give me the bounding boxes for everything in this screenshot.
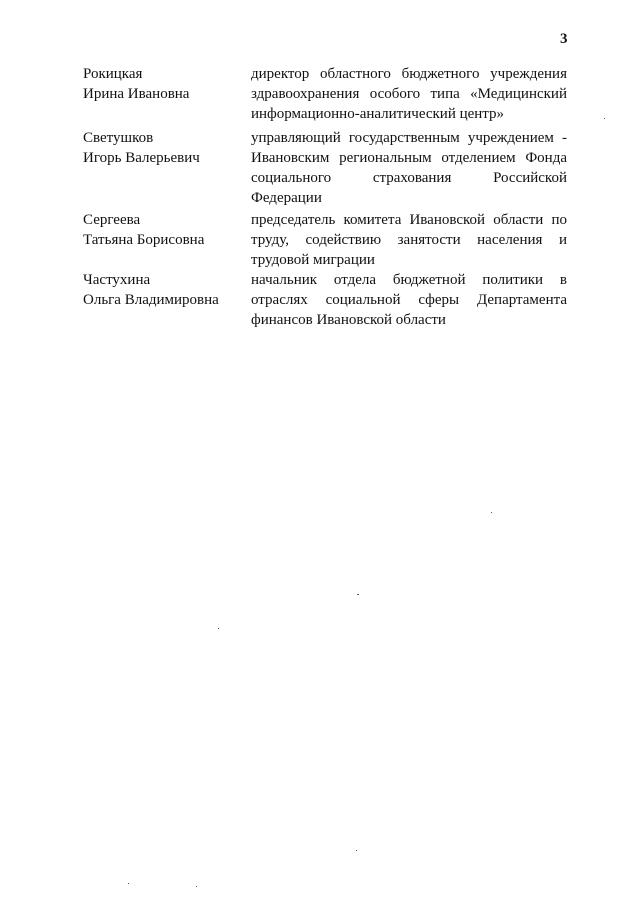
member-surname: Рокицкая bbox=[83, 66, 143, 82]
member-name bbox=[83, 128, 243, 168]
scan-speck bbox=[218, 628, 219, 629]
member-position-line: управляющий государственным учреждением - bbox=[251, 130, 567, 146]
member-position-line: Федерации bbox=[251, 190, 322, 206]
member-position-line: трудовой миграции bbox=[251, 252, 375, 268]
member-name bbox=[83, 270, 243, 310]
member-position bbox=[251, 128, 567, 208]
member-given-names: Татьяна Борисовна bbox=[83, 232, 205, 248]
member-position-line: начальник отдела бюджетной политики в bbox=[251, 272, 567, 288]
member-position-line: здравоохранения особого типа «Медицинский bbox=[251, 86, 567, 102]
scan-speck bbox=[604, 118, 605, 119]
page-number: 3 bbox=[560, 31, 568, 47]
scan-speck bbox=[356, 850, 357, 851]
member-position-line: труду, содействию занятости населения и bbox=[251, 232, 567, 248]
scan-speck bbox=[196, 886, 197, 887]
member-position bbox=[251, 210, 567, 270]
scan-speck bbox=[357, 594, 359, 595]
member-position-line: Ивановским региональным отделением Фонда bbox=[251, 150, 567, 166]
member-position-line: финансов Ивановской области bbox=[251, 312, 446, 328]
member-position-line: социального страхования Российской bbox=[251, 170, 567, 186]
member-name bbox=[83, 64, 243, 104]
member-surname: Частухина bbox=[83, 272, 151, 288]
member-given-names: Игорь Валерьевич bbox=[83, 150, 200, 166]
member-surname: Сергеева bbox=[83, 212, 141, 228]
member-given-names: Ольга Владимировна bbox=[83, 292, 219, 308]
scan-speck bbox=[491, 512, 492, 513]
member-position-line: председатель комитета Ивановской области по bbox=[251, 212, 567, 228]
member-name bbox=[83, 210, 243, 250]
member-given-names: Ирина Ивановна bbox=[83, 86, 190, 102]
member-position bbox=[251, 270, 567, 330]
member-position-line: директор областного бюджетного учреждения bbox=[251, 66, 567, 82]
member-position bbox=[251, 64, 567, 124]
scan-speck bbox=[128, 883, 129, 884]
member-position-line: информационно-аналитический центр» bbox=[251, 106, 505, 122]
member-surname: Светушков bbox=[83, 130, 154, 146]
member-position-line: отраслях социальной сферы Департамента bbox=[251, 292, 567, 308]
